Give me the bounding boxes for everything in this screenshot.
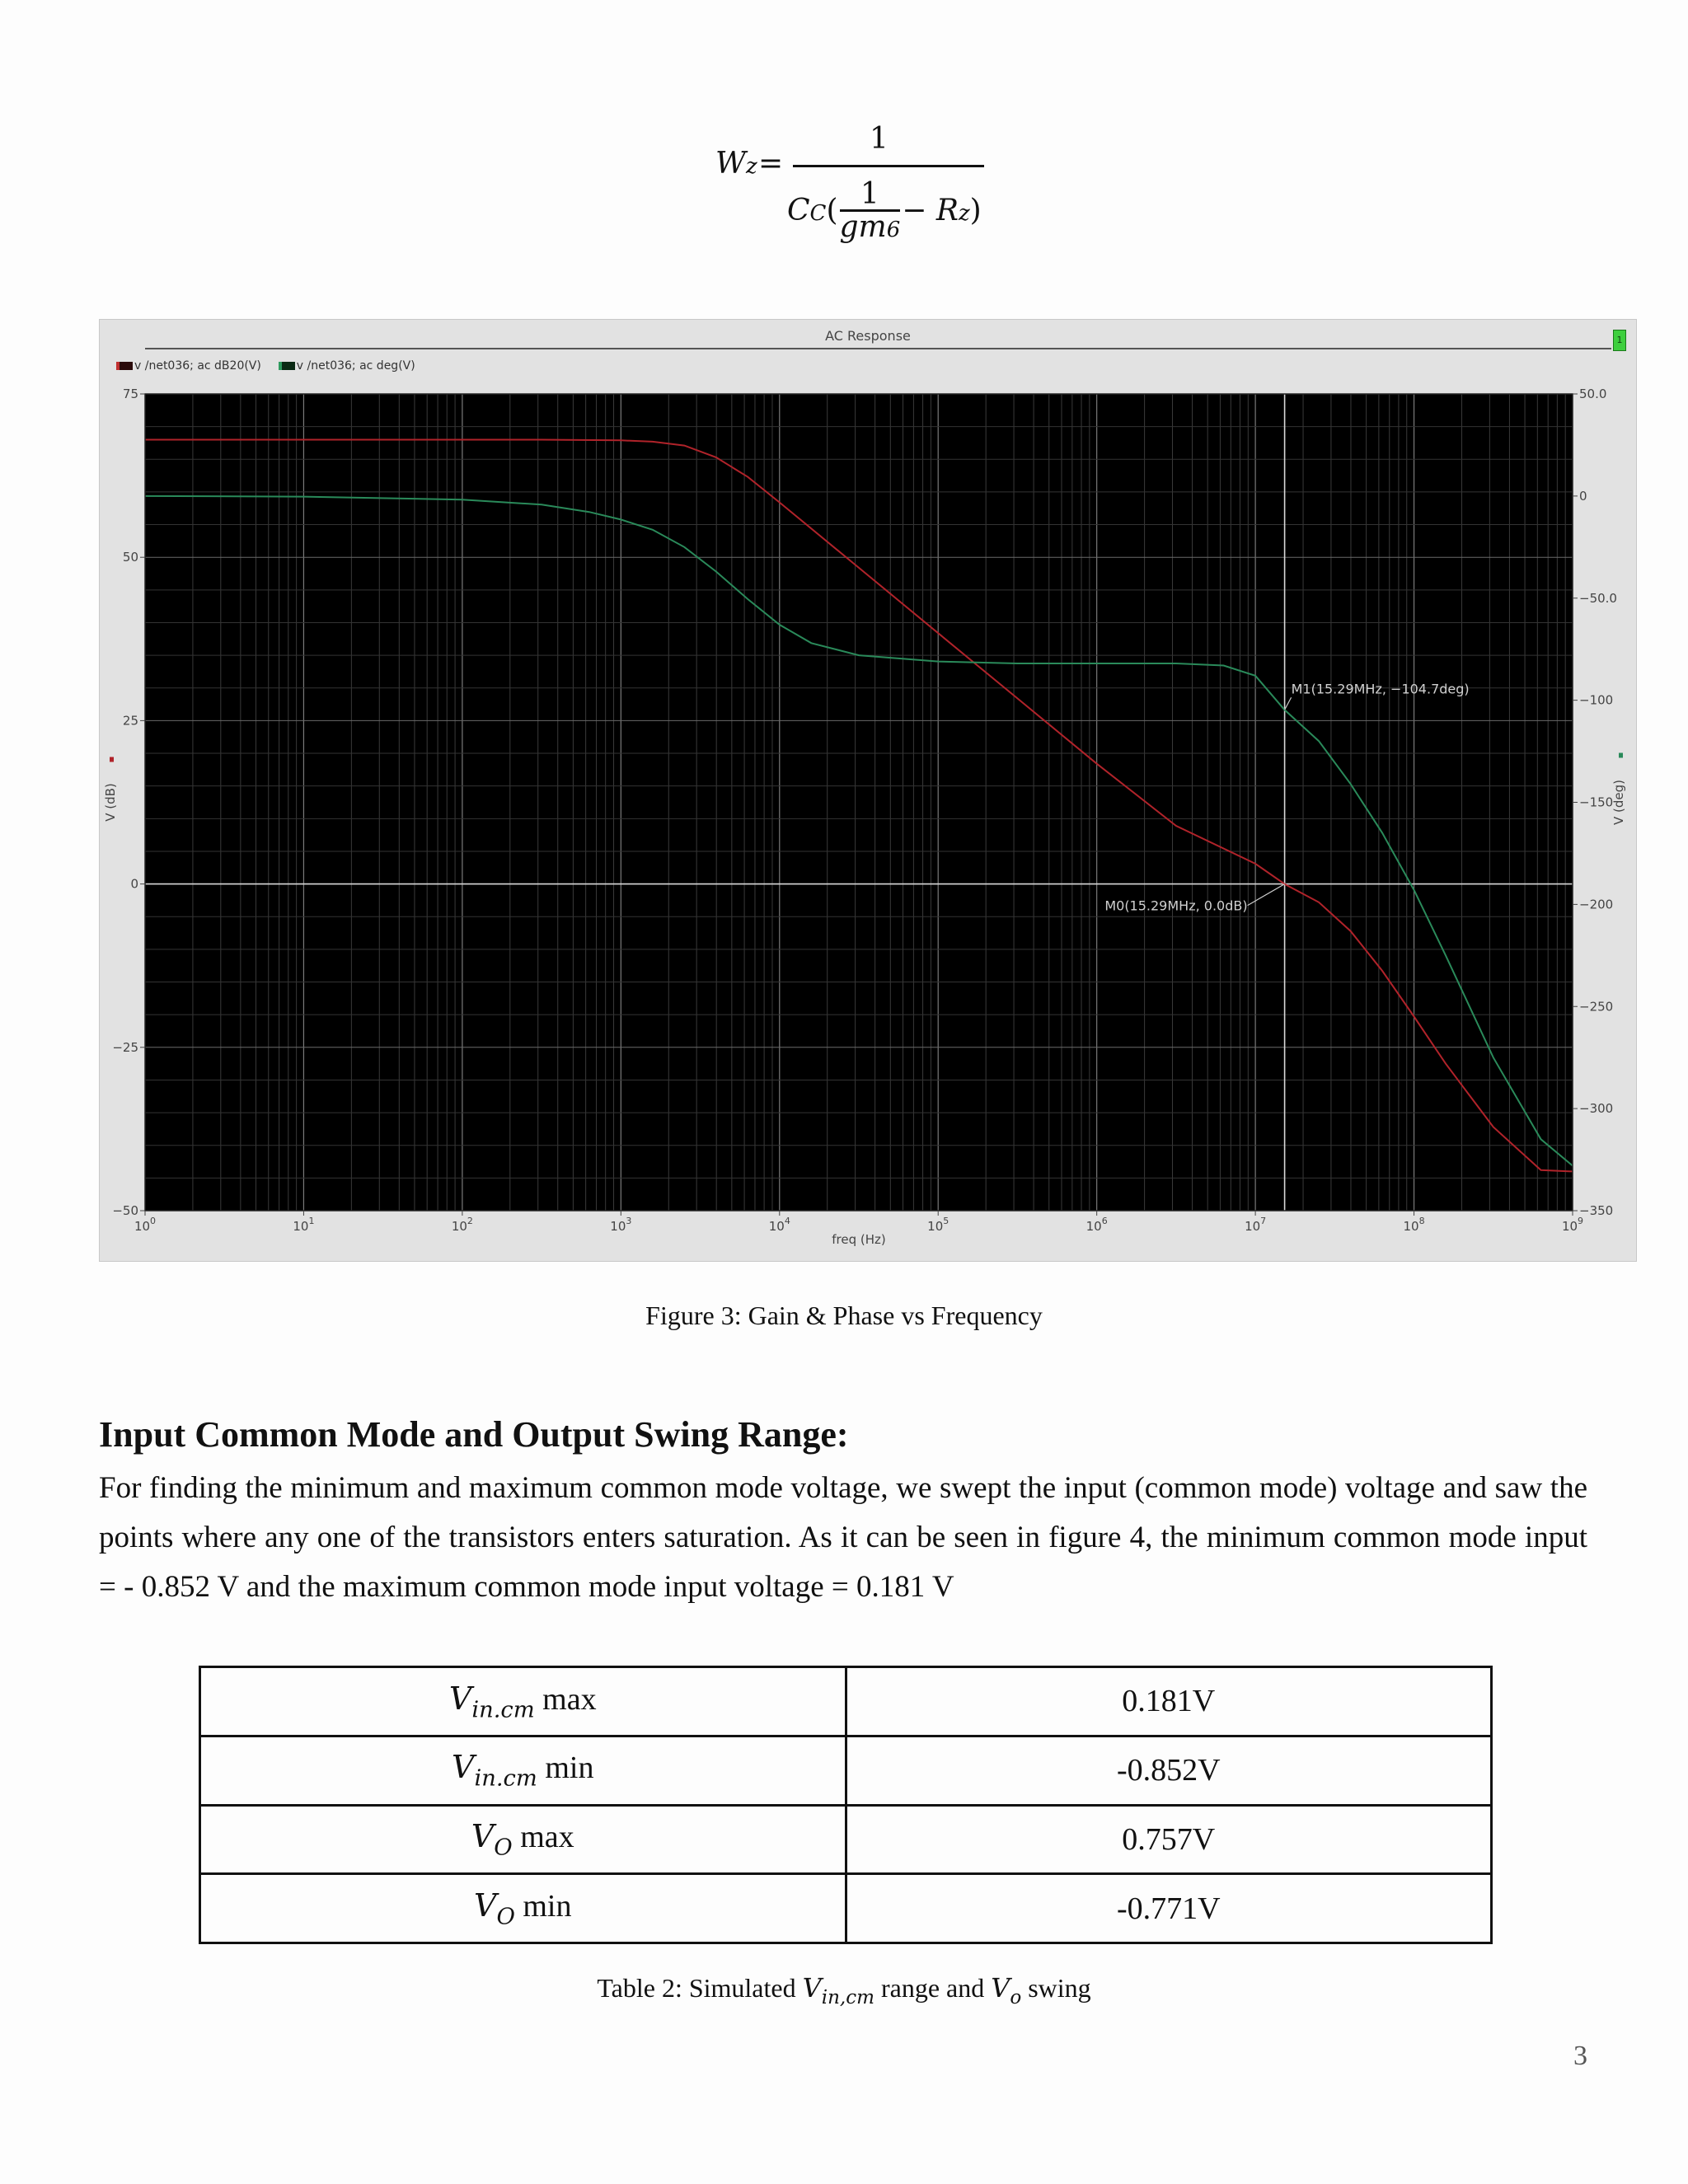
x-tick-label: $10^2$ (451, 1216, 473, 1234)
y-right-tick-label: −250 (1579, 999, 1614, 1015)
marker-m1-label: M1(15.29MHz, −104.7deg) (1291, 681, 1470, 697)
y-left-tick-label: −50 (112, 1203, 138, 1218)
legend-label-phase: v /net036; ac deg(V) (296, 359, 415, 373)
equation-equals: = (758, 147, 784, 180)
y-left-axis-label: V (dB) (103, 783, 118, 822)
x-tick-label: $10^6$ (1085, 1216, 1108, 1234)
swing-range-table (199, 1666, 1493, 1944)
table-cell-value: -0.852V (846, 1736, 1492, 1805)
table-row (200, 1667, 1492, 1736)
equation-lhs-subscript: z (746, 154, 757, 179)
equation-numerator: 1 (870, 122, 889, 156)
table-cell-quantity: $V_O$ max (200, 1805, 846, 1874)
plot-area (145, 394, 1573, 1211)
y-left-tick-label: 25 (122, 713, 138, 729)
figure-caption: Figure 3: Gain & Phase vs Frequency (645, 1301, 1043, 1330)
y-right-tick-label: 0 (1579, 488, 1587, 504)
zero-frequency-equation (701, 115, 997, 244)
x-tick-label: $10^1$ (293, 1216, 315, 1234)
table-cell-quantity: $V_{in.cm}$ max (200, 1667, 846, 1736)
page-number: 3 (1573, 2041, 1587, 2071)
table-caption: Table 2: Simulated $V_{in,cm}$ range and $V_o$ swing (597, 1972, 1091, 2009)
y-right-tick-label: −300 (1579, 1101, 1614, 1117)
x-tick-label: $10^4$ (768, 1216, 790, 1234)
y-left-tick-label: −25 (112, 1039, 138, 1055)
table-cell-value: 0.181V (846, 1667, 1492, 1736)
y-right-tick-label: −350 (1579, 1203, 1614, 1218)
x-axis-label: freq (Hz) (832, 1232, 886, 1247)
y-left-tick-label: 75 (122, 387, 138, 401)
equation-fraction-bar (793, 165, 984, 167)
table-cell-quantity: $V_{in.cm}$ min (200, 1736, 846, 1805)
ac-response-plot-window (99, 319, 1637, 1262)
plot-window-title: AC Response (825, 328, 911, 344)
x-tick-label: $10^9$ (1561, 1216, 1584, 1234)
legend-label-gain: v /net036; ac dB20(V) (134, 359, 261, 373)
y-right-tick-label: −200 (1579, 897, 1614, 912)
x-tick-label: $10^8$ (1403, 1216, 1425, 1234)
section-heading: Input Common Mode and Output Swing Range: (99, 1414, 849, 1455)
y-right-tick-label: −100 (1579, 692, 1614, 708)
ac-response-chart (100, 320, 1636, 1261)
section-paragraph: For finding the minimum and maximum common mode voltage, we swept the input (common mode) voltage and saw the points where any one of the transistors enters saturation. As it can be seen in figure 4, the minimum common mode input = - 0.852 V and the maximum common mode input voltage = 0.181 V (99, 1471, 1587, 1604)
equation-lhs: Wz (715, 147, 757, 180)
marker-m0-label: M0(15.29MHz, 0.0dB) (1104, 898, 1248, 914)
table-row (200, 1736, 1492, 1805)
table-row (200, 1874, 1492, 1943)
y-right-tick-label: −150 (1579, 794, 1614, 810)
y-left-tick-label: 0 (130, 876, 138, 892)
y-left-tick-label: 50 (122, 550, 138, 565)
x-tick-label: $10^5$ (927, 1216, 950, 1234)
equation-inner-fraction: $\frac{1}{gm6}$ (839, 177, 901, 244)
y-right-axis-label: V (deg) (1611, 779, 1626, 826)
y-right-tick-label: 50.0 (1579, 387, 1607, 401)
y-right-series-indicator (1619, 753, 1623, 758)
x-tick-label: $10^3$ (610, 1216, 632, 1234)
x-tick-label: $10^0$ (134, 1216, 157, 1234)
plot-badge[interactable]: 1 (1613, 330, 1626, 351)
y-right-tick-label: −50.0 (1579, 590, 1617, 606)
table-cell-value: 0.757V (846, 1805, 1492, 1874)
x-tick-label: $10^7$ (1245, 1216, 1267, 1234)
equation-denominator: CC( $\frac{1}{gm6}$ − Rz) (787, 177, 982, 244)
table-cell-quantity: $V_O$ min (200, 1874, 846, 1943)
table-row (200, 1805, 1492, 1874)
table-cell-value: -0.771V (846, 1874, 1492, 1943)
y-left-series-indicator (110, 757, 114, 762)
